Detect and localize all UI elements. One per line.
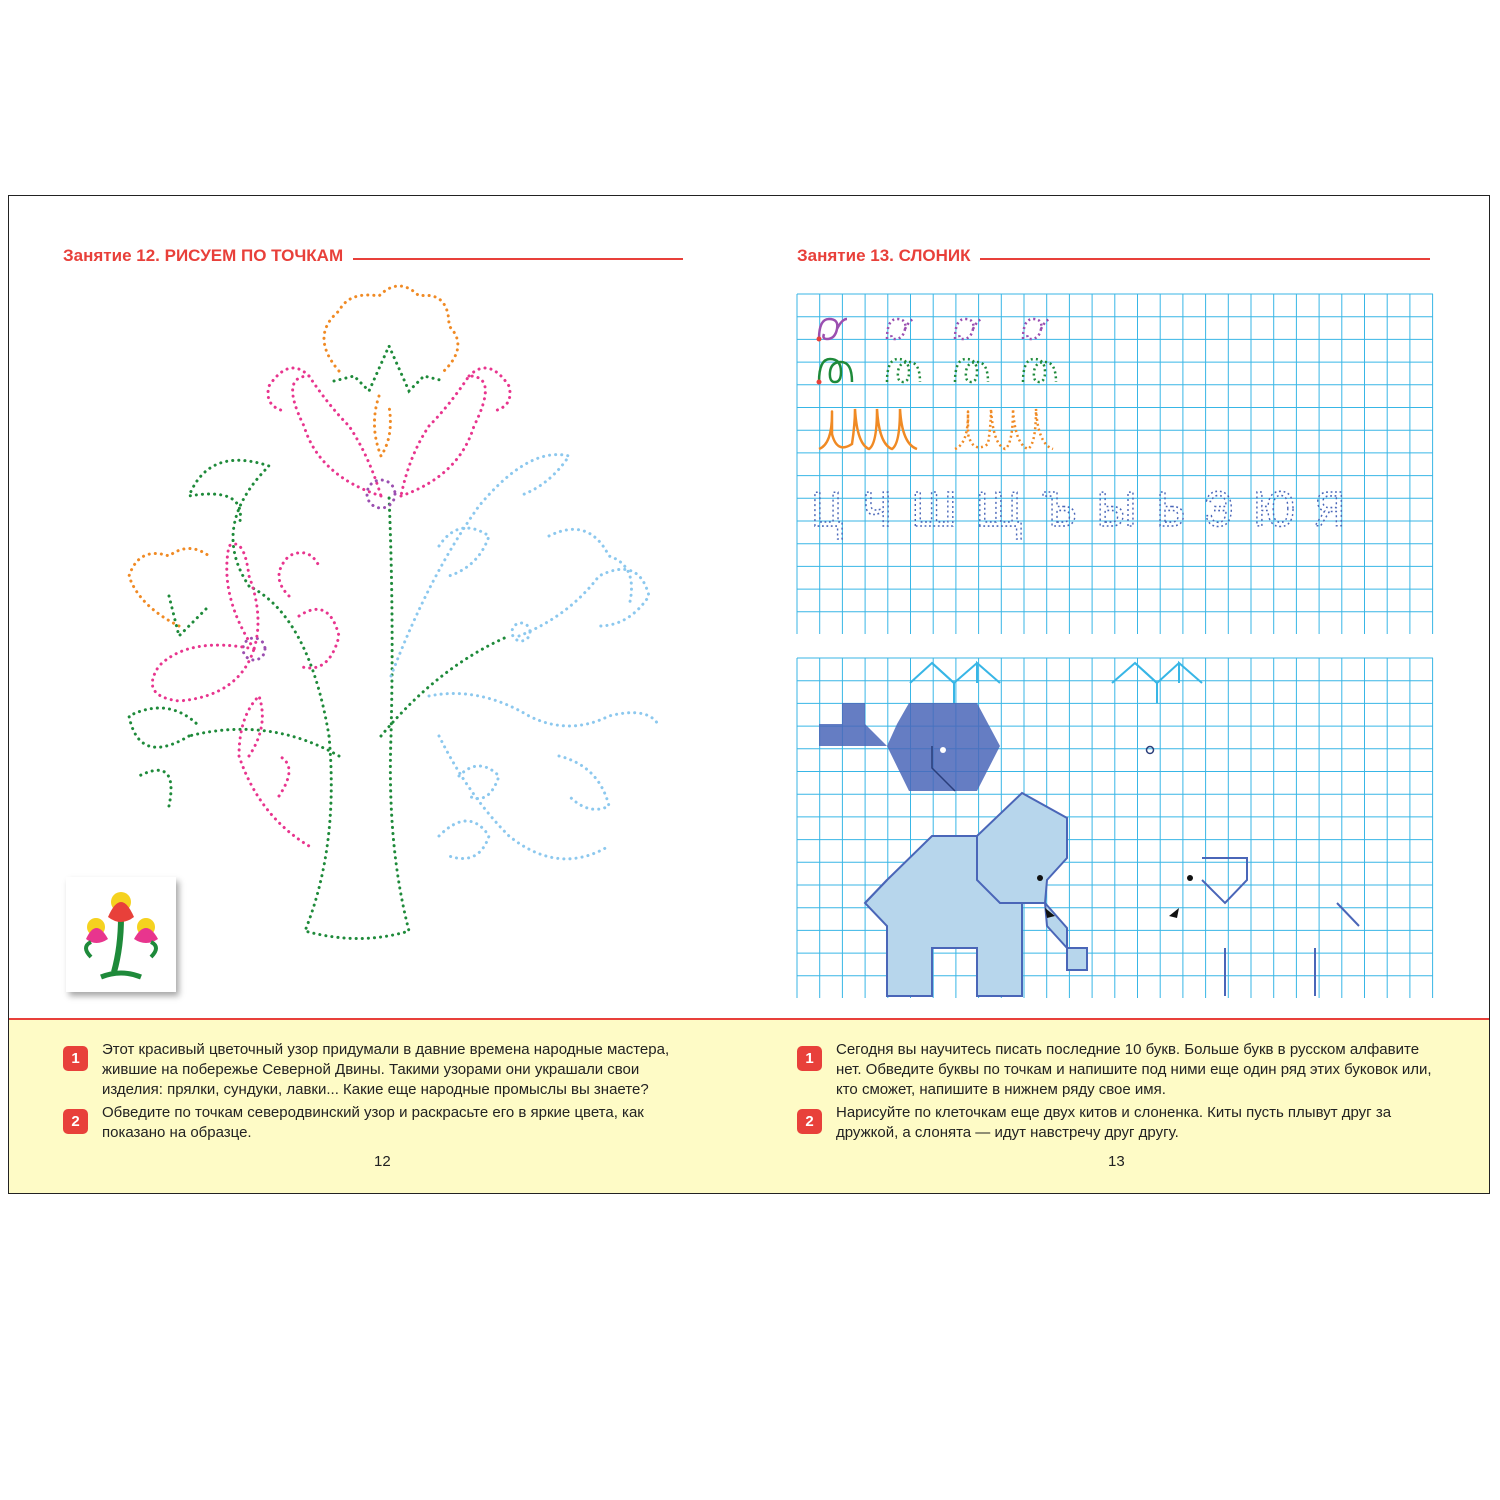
animals-grid	[797, 658, 1437, 1000]
lesson-13-title-text: Занятие 13. СЛОНИК	[797, 246, 971, 265]
page-number-13: 13	[1108, 1153, 1125, 1170]
letters-grid	[797, 294, 1437, 636]
step-number-badge: 1	[797, 1046, 822, 1071]
step-number-badge: 1	[63, 1046, 88, 1071]
title-rule	[980, 258, 1430, 260]
instruction-text: Этот красивый цветочный узор придумали в давние времена народные мастера, жившие на побережье Северной Двины. Такими узорами они украшали свои изделия: прялки, сундуки, лавки... Какие еще народные промыслы вы знаете?	[102, 1041, 670, 1098]
colored-flower-sample	[66, 877, 176, 992]
instruction-text: Нарисуйте по клеточкам еще двух китов и слоненка. Киты пусть плывут друг за дружкой, а слонята — идут навстречу друг другу.	[836, 1104, 1392, 1141]
workbook-spread	[8, 195, 1490, 1194]
right-instruction-1	[797, 1040, 1436, 1100]
left-instruction-1	[63, 1040, 702, 1100]
step-number-badge: 2	[797, 1109, 822, 1134]
whale-outline-start	[1112, 663, 1202, 754]
elephant-figure	[865, 793, 1087, 996]
dotted-letters-row: ц ч ш щ ъ ы ь э ю я	[811, 468, 1347, 540]
colored-sample-image	[66, 877, 176, 992]
step-number-badge: 2	[63, 1109, 88, 1134]
page-number-12: 12	[374, 1153, 391, 1170]
instruction-text: Сегодня вы научитесь писать последние 10 букв. Больше букв в русском алфавите нет. Обведите буквы по точкам и напишите под ними еще один ряд этих буковок или, кто сможет, напишите в нижнем ряду свое имя.	[836, 1041, 1432, 1098]
lesson-13-title	[797, 246, 1430, 266]
right-instruction-2	[797, 1103, 1436, 1143]
instruction-text: Обведите по точкам северодвинский узор и раскрасьте его в яркие цвета, как показано на образце.	[102, 1104, 644, 1141]
left-instruction-2	[63, 1103, 702, 1143]
lesson-12-title-text: Занятие 12. РИСУЕМ ПО ТОЧКАМ	[63, 246, 344, 265]
instructions-footer	[9, 1018, 1490, 1194]
